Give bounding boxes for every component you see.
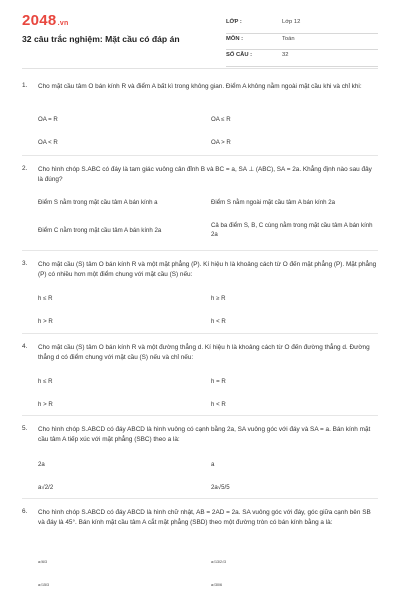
document-title: 32 câu trắc nghiệm: Mặt cầu có đáp án bbox=[22, 34, 180, 44]
option-b[interactable]: h ≥ R bbox=[211, 295, 226, 302]
question-divider bbox=[22, 250, 378, 251]
option-a[interactable]: Điểm S nằm trong mặt cầu tâm A bán kính a bbox=[38, 199, 158, 206]
option-d[interactable]: h < R bbox=[211, 318, 226, 325]
option-b[interactable]: OA ≤ R bbox=[211, 116, 231, 123]
meta-row-count bbox=[226, 50, 378, 67]
meta-value: Toán bbox=[282, 35, 295, 42]
meta-key: SỐ CÂU : bbox=[226, 52, 253, 58]
option-a[interactable]: OA = R bbox=[38, 116, 58, 123]
question-text: Cho hình chóp S.ABCD có đáy ABCD là hình vuông có cạnh bằng 2a, SA vuông góc với đáy và SA = a. Bán kính mặt cầu tâm A tiếp xúc với mặt phẳng (SBC) theo a là: bbox=[38, 426, 371, 443]
meta-row-subject bbox=[226, 34, 378, 51]
option-c[interactable]: Điểm C nằm trong mặt cầu tâm A bán kính 2a bbox=[38, 227, 162, 234]
option-d[interactable]: OA > R bbox=[211, 139, 231, 146]
question-number: 5. bbox=[22, 425, 28, 432]
option-a[interactable]: h ≤ R bbox=[38, 378, 53, 385]
question-divider bbox=[22, 333, 378, 334]
option-c[interactable]: a√15/3 bbox=[38, 583, 49, 587]
meta-key: LỚP : bbox=[226, 19, 242, 25]
question-divider bbox=[22, 415, 378, 416]
question-divider bbox=[22, 498, 378, 499]
question-number: 4. bbox=[22, 343, 28, 350]
option-c[interactable]: h > R bbox=[38, 318, 53, 325]
question-number: 3. bbox=[22, 260, 28, 267]
option-d[interactable]: 2a√5/5 bbox=[211, 484, 230, 491]
meta-row-class bbox=[226, 17, 378, 34]
option-a[interactable]: 2a bbox=[38, 461, 45, 468]
option-b[interactable]: a√13/2√3 bbox=[211, 560, 226, 564]
question-text: Cho mặt cầu (S) tâm O bán kính R và một mặt phẳng (P). Kí hiệu h là khoảng cách từ O đến mặt phẳng (P). Mặt phẳng (P) có nhiều hơn một điểm chung với mặt cầu (S) nếu: bbox=[38, 261, 377, 278]
question-number: 6. bbox=[22, 508, 28, 515]
question-number: 1. bbox=[22, 82, 28, 89]
site-logo[interactable] bbox=[22, 12, 69, 29]
option-a[interactable]: h ≤ R bbox=[38, 295, 53, 302]
question-text: Cho hình chóp S.ABC có đáy là tam giác vuông cân đỉnh B và BC = a, SA ⊥ (ABC), SA = 2a. Khẳng định nào sau đây là đúng? bbox=[38, 166, 372, 183]
logo-text: 2048 bbox=[22, 12, 57, 29]
meta-table bbox=[226, 17, 378, 67]
option-b[interactable]: Điểm S nằm ngoài mặt cầu tâm A bán kính 2a bbox=[211, 199, 335, 206]
option-b[interactable]: a bbox=[211, 461, 215, 468]
meta-key: MÔN : bbox=[226, 35, 244, 42]
meta-value: Lớp 12 bbox=[282, 19, 301, 25]
question-text: Cho mặt cầu tâm O bán kính R và điểm A bất kì trong không gian. Điểm A không nằm ngoài mặt cầu khi và chỉ khi: bbox=[38, 83, 362, 90]
option-c[interactable]: h > R bbox=[38, 401, 53, 408]
option-d[interactable]: a√30/6 bbox=[211, 583, 222, 587]
question-number: 2. bbox=[22, 165, 28, 172]
option-a[interactable]: a√6/3 bbox=[38, 560, 47, 564]
option-c[interactable]: a√2/2 bbox=[38, 484, 54, 491]
option-c[interactable]: OA < R bbox=[38, 139, 58, 146]
question-text: Cho mặt cầu (S) tâm O bán kính R và một đường thẳng d. Kí hiệu h là khoảng cách từ O đến đường thẳng d. Đường thẳng d có điểm chung với mặt cầu (S) nếu và chỉ nếu: bbox=[38, 344, 370, 361]
option-d[interactable]: Cả ba điểm S, B, C cùng nằm trong mặt cầu tâm A bán kính 2a bbox=[211, 222, 373, 238]
option-d[interactable]: h < R bbox=[211, 401, 226, 408]
option-b[interactable]: h = R bbox=[211, 378, 226, 385]
header-divider bbox=[22, 68, 378, 69]
question-divider bbox=[22, 155, 378, 156]
meta-value: 32 bbox=[282, 52, 289, 58]
question-text: Cho hình chóp S.ABCD có đáy ABCD là hình chữ nhật, AB = 2AD = 2a. SA vuông góc với đáy, góc giữa cạnh bên SB và đáy là 45°. Bán kính mặt cầu tâm A cắt mặt phẳng (SBD) theo một đường tròn có bán kính bằng a là: bbox=[38, 509, 371, 526]
document-header bbox=[0, 0, 400, 68]
logo-suffix: .vn bbox=[57, 20, 69, 27]
